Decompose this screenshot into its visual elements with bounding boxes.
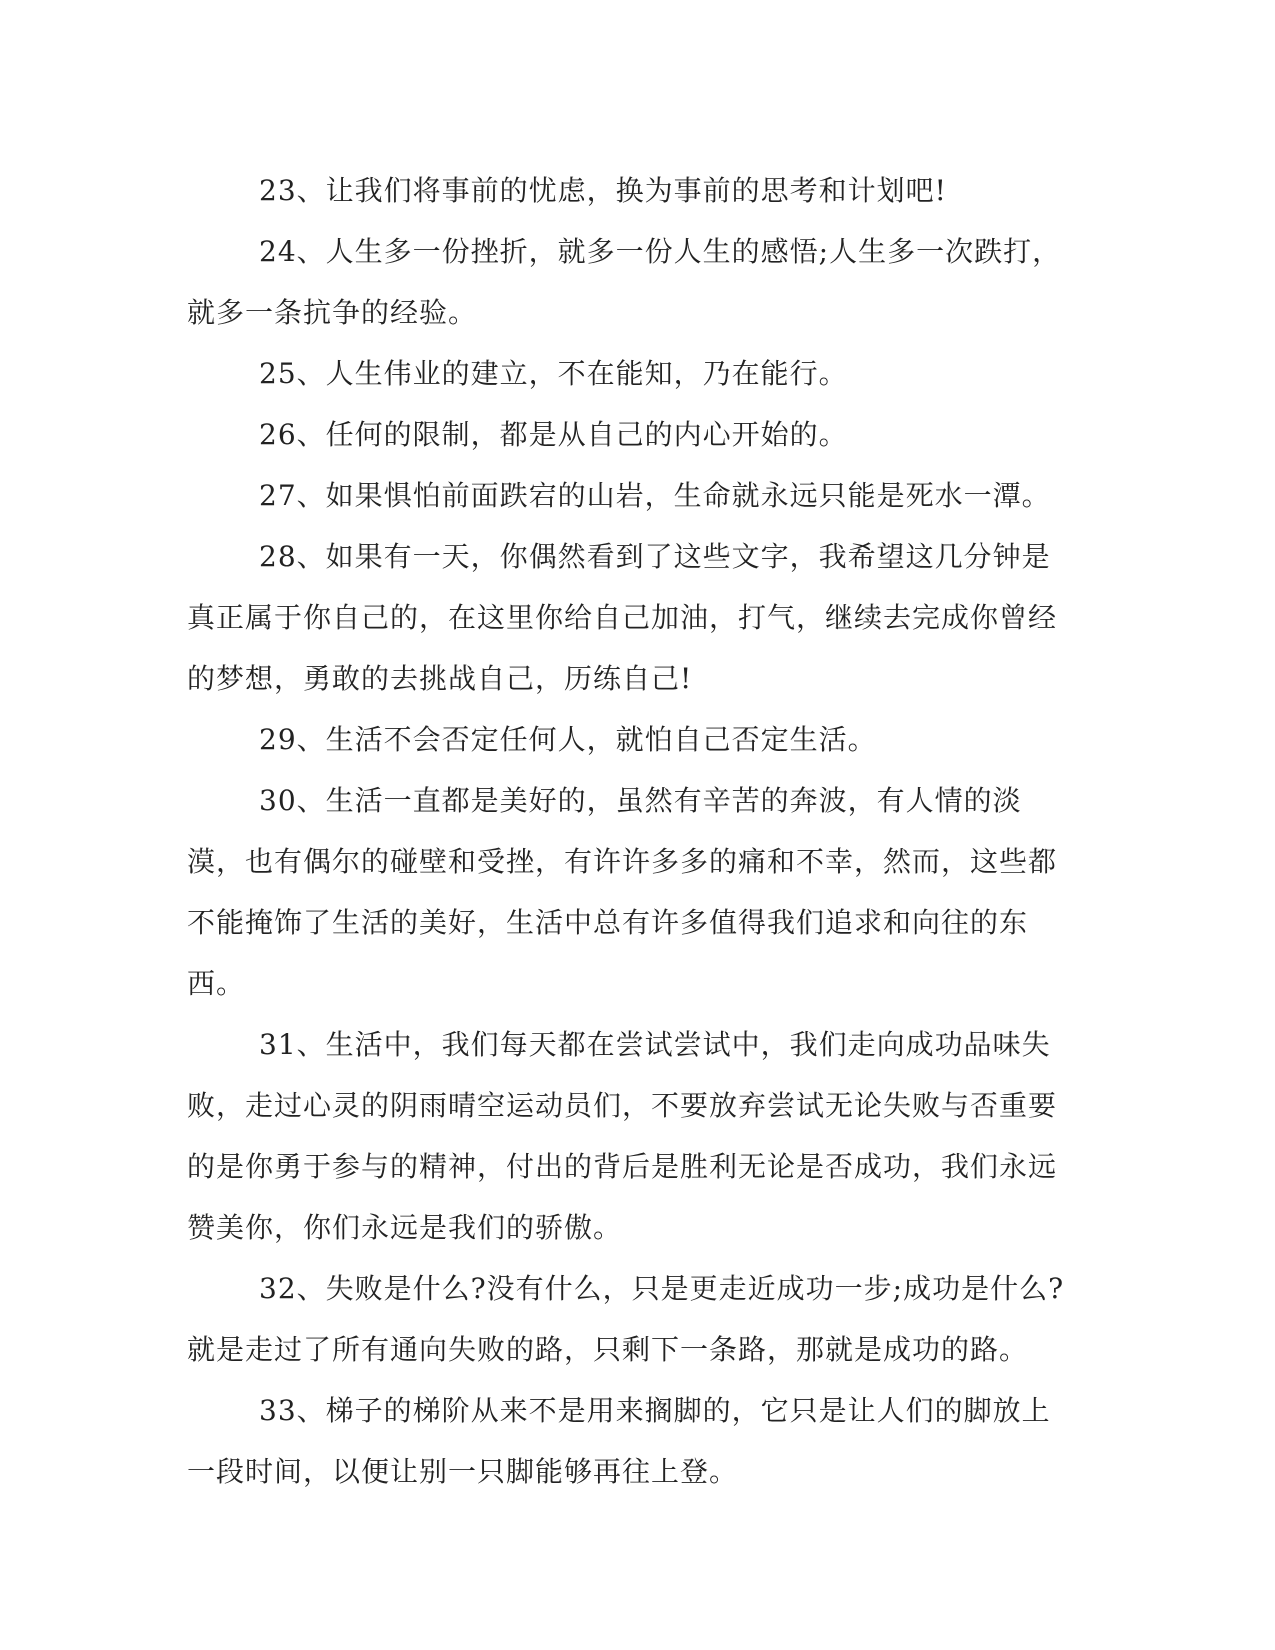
paragraph-31: 31、生活中，我们每天都在尝试尝试中，我们走向成功品味失败，走过心灵的阴雨晴空运动员们，不要放弃尝试无论失败与否重要的是你勇于参与的精神，付出的背后是胜利无论是否成功，我们永远赞美你，你们永远是我们的骄傲。	[187, 1028, 1058, 1244]
paragraph-32: 32、失败是什么?没有什么，只是更走近成功一步;成功是什么?就是走过了所有通向失败的路，只剩下一条路，那就是成功的路。	[187, 1272, 1065, 1366]
document-body	[187, 160, 1072, 1502]
paragraph-29: 29、生活不会否定任何人，就怕自己否定生活。	[259, 723, 877, 756]
paragraph-26: 26、任何的限制，都是从自己的内心开始的。	[259, 418, 848, 451]
paragraph-28: 28、如果有一天，你偶然看到了这些文字，我希望这几分钟是真正属于你自己的，在这里你给自己加油，打气，继续去完成你曾经的梦想，勇敢的去挑战自己，历练自己!	[187, 540, 1058, 695]
paragraph-24: 24、人生多一份挫折，就多一份人生的感悟;人生多一次跌打，就多一条抗争的经验。	[187, 235, 1062, 329]
paragraph-27: 27、如果惧怕前面跌宕的山岩，生命就永远只能是死水一潭。	[259, 479, 1051, 512]
paragraph-23: 23、让我们将事前的忧虑，换为事前的思考和计划吧!	[259, 174, 947, 207]
paragraph-25: 25、人生伟业的建立，不在能知，乃在能行。	[259, 357, 848, 390]
paragraph-33: 33、梯子的梯阶从来不是用来搁脚的，它只是让人们的脚放上一段时间，以便让别一只脚能够再往上登。	[187, 1394, 1051, 1488]
paragraph-30: 30、生活一直都是美好的，虽然有辛苦的奔波，有人情的淡漠，也有偶尔的碰壁和受挫，有许许多多的痛和不幸，然而，这些都不能掩饰了生活的美好，生活中总有许多值得我们追求和向往的东西。	[187, 784, 1058, 1000]
